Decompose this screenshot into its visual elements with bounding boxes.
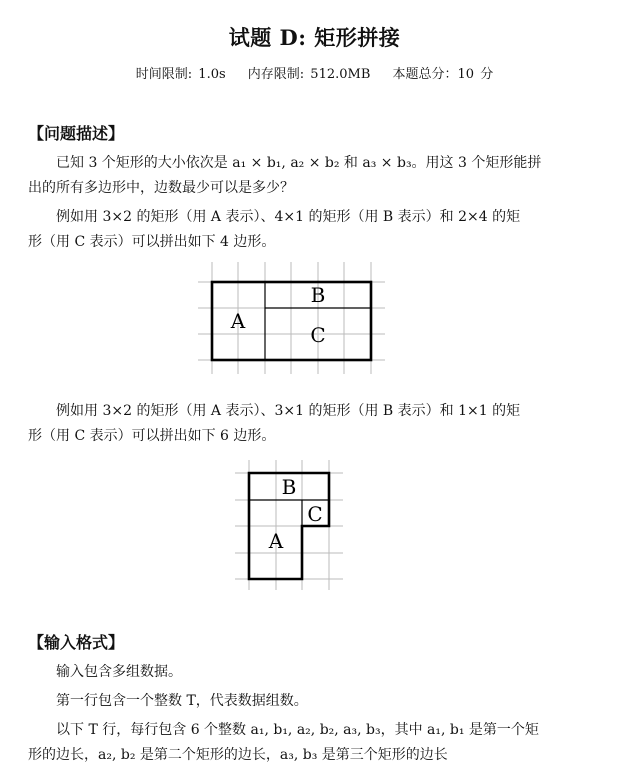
- input-format-heading: 【输入格式】: [28, 633, 125, 652]
- memory-limit: 内存限制: 512.0MB: [247, 67, 371, 82]
- problem-paragraph-2: [28, 205, 568, 255]
- rect-a-label: A: [230, 309, 246, 333]
- figure-quadrilateral: [0, 262, 629, 380]
- figure-hexagon: [0, 460, 629, 600]
- problem-paragraph-1: [28, 151, 568, 201]
- paragraph-line: 形（用 C 表示）可以拼出如下 6 边形。: [28, 428, 276, 444]
- paragraph-line: 以下 T 行，每行包含 6 个整数 a₁, b₁, a₂, b₂, a₃, b₃，其中 a₁, b₁ 是第一个矩: [56, 722, 539, 738]
- rect-b-label: B: [281, 475, 297, 499]
- figure-grid: [198, 262, 385, 374]
- paragraph-line: 例如用 3×2 的矩形（用 A 表示）、4×1 的矩形（用 B 表示）和 2×4 的矩: [56, 209, 521, 225]
- total-score: 本题总分：10 分: [392, 67, 494, 82]
- page-title: 试题 D: 矩形拼接: [228, 25, 401, 50]
- problem-meta: [0, 63, 629, 82]
- input-paragraph-3: [28, 718, 568, 768]
- paragraph-line: 形的边长，a₂, b₂ 是第二个矩形的边长，a₃, b₃ 是第三个矩形的边长: [28, 747, 448, 763]
- rect-c-label: C: [310, 323, 326, 347]
- rect-b-label: B: [310, 283, 326, 307]
- paragraph-line: 已知 3 个矩形的大小依次是 a₁ × b₁, a₂ × b₂ 和 a₃ × b₃。用这 3 个矩形能拼: [56, 155, 542, 171]
- paragraph-line: 例如用 3×2 的矩形（用 A 表示）、3×1 的矩形（用 B 表示）和 1×1 的矩: [56, 403, 521, 419]
- input-line-1: 输入包含多组数据。: [56, 664, 182, 680]
- paragraph-line: 出的所有多边形中，边数最少可以是多少？: [28, 180, 294, 196]
- paragraph-line: 形（用 C 表示）可以拼出如下 4 边形。: [28, 234, 276, 250]
- rect-c-label: C: [307, 502, 323, 526]
- rect-a-label: A: [268, 529, 284, 553]
- problem-description-heading: 【问题描述】: [28, 124, 125, 143]
- input-line-2: 第一行包含一个整数 T，代表数据组数。: [56, 693, 308, 709]
- problem-paragraph-3: [28, 399, 568, 449]
- time-limit: 时间限制: 1.0s: [135, 67, 226, 82]
